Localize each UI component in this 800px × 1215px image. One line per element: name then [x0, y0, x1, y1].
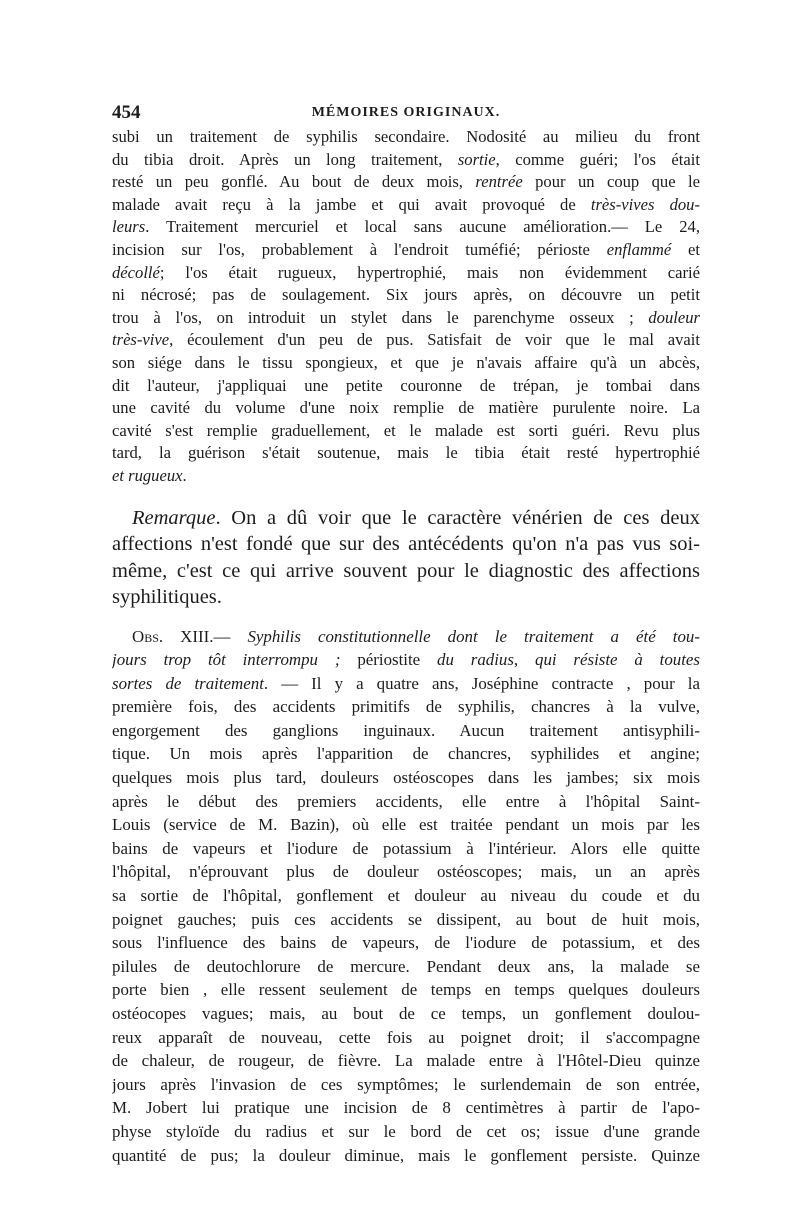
- text-line: incision sur l'os, probablement à l'endroit tuméfié; périoste enflammé et: [112, 239, 700, 259]
- italic-run: jours trop tôt interrompu ;: [112, 650, 358, 670]
- text-line: Louis (service de M. Bazin), où elle est traitée pendant un mois par les: [112, 815, 700, 835]
- text-line: tique. Un mois après l'apparition de chancres, syphilides et angine;: [112, 744, 700, 764]
- italic-run: douleur: [648, 307, 700, 327]
- observation-xiii-paragraph: [112, 625, 700, 1168]
- text-line: porte bien , elle ressent seulement de temps en temps quelques douleurs: [112, 980, 700, 1000]
- text-line: son siége dans le tissu spongieux, et que je n'avais affaire qu'à un abcès,: [112, 352, 700, 372]
- text-line: trou à l'os, on introduit un stylet dans le parenchyme osseux ; douleur: [112, 307, 700, 327]
- observation-label: Obs. XIII.: [132, 626, 214, 646]
- text-line: sa sortie de l'hôpital, gonflement et douleur au niveau du coude et du: [112, 886, 700, 906]
- running-head: [112, 100, 700, 126]
- text-line: quelques mois plus tard, douleurs ostéoscopes dans les jambes; six mois: [112, 768, 700, 788]
- text-line: reux apparaît de nouveau, cette fois au poignet droit; il s'accompagne: [112, 1027, 700, 1047]
- italic-run: et rugueux: [112, 465, 183, 485]
- text-line: Obs. XIII.— Syphilis constitutionnelle dont le traitement a été tou-: [132, 626, 700, 646]
- text-line: dit l'auteur, j'appliquai une petite couronne de trépan, je tombai dans: [112, 375, 700, 395]
- italic-run: du radius: [437, 650, 514, 670]
- text-line: de chaleur, de rougeur, de fièvre. La malade entre à l'Hôtel-Dieu quinze: [112, 1051, 700, 1071]
- text-line: du tibia droit. Après un long traitement, sortie, comme guéri; l'os était: [112, 149, 700, 169]
- text-line: ostéocopes vagues; mais, au bout de ce temps, un gonflement doulou-: [112, 1004, 700, 1023]
- text-line: très-vive, écoulement d'un peu de pus. Satisfait de voir que le mal avait: [112, 330, 700, 350]
- case-continuation-paragraph: [112, 126, 700, 488]
- italic-run: qui résiste à toutes: [535, 650, 700, 670]
- italic-run: très-vive: [112, 330, 170, 350]
- text-line: l'hôpital, n'éprouvant plus de douleur ostéoscopes; mais, un an après: [112, 862, 700, 882]
- text-line: pilules de deutochlorure de mercure. Pendant deux ans, la malade se: [112, 956, 700, 976]
- italic-run: sortes de traitement: [112, 673, 264, 693]
- text-line: syphilitiques.: [112, 586, 222, 608]
- remark-paragraph: [112, 505, 700, 611]
- text-line: une cavité du volume d'une noix remplie de matière purulente noire. La: [112, 398, 700, 418]
- text-line: jours après l'invasion de ces symptômes; le surlendemain de son entrée,: [112, 1074, 700, 1094]
- italic-run: sortie: [457, 149, 496, 169]
- text-line: engorgement des ganglions inguinaux. Aucun traitement antisyphili-: [112, 720, 700, 740]
- text-line: poignet gauches; puis ces accidents se dissipent, au bout de huit mois,: [112, 909, 700, 929]
- italic-run: enflammé: [606, 239, 672, 259]
- text-line: subi un traitement de syphilis secondaire. Nodosité au milieu du front: [112, 127, 700, 146]
- text-line: resté un peu gonflé. Au bout de deux mois, rentrée pour un coup que le: [112, 172, 700, 192]
- text-line: cavité s'est remplie graduellement, et le malade est sorti guéri. Revu plus: [112, 420, 700, 440]
- text-line: tard, la guérison s'était soutenue, mais le tibia était resté hypertrophié: [112, 443, 700, 463]
- italic-run: Remarque: [132, 506, 216, 529]
- text-line: physe styloïde du radius et sur le bord de cet os; issue d'une grande: [112, 1121, 700, 1141]
- running-title: MÉMOIRES ORIGINAUX.: [311, 105, 501, 120]
- text-line: décollé; l'os était rugueux, hypertrophié, mais non évidemment carié: [112, 262, 700, 282]
- italic-run: rentrée: [475, 172, 523, 192]
- page-number: 454: [112, 102, 141, 123]
- text-line: après le début des premiers accidents, elle entre à l'hôpital Saint-: [112, 791, 700, 811]
- text-line: même, c'est ce qui arrive souvent pour le diagnostic des affections: [112, 559, 700, 582]
- text-line: M. Jobert lui pratique une incision de 8 centimètres à partir de l'apo-: [112, 1098, 700, 1118]
- text-line: ni nécrosé; pas de soulagement. Six jours après, on découvre un petit: [112, 285, 700, 305]
- italic-run: Syphilis constitutionnelle dont le traitement a été tou-: [247, 626, 700, 646]
- text-line: Remarque. On a dû voir que le caractère vénérien de ces deux: [132, 506, 700, 529]
- italic-run: leurs: [112, 217, 146, 237]
- text-line: première fois, des accidents primitifs de syphilis, chancres à la vulve,: [112, 697, 700, 717]
- text-line: quantité de pus; la douleur diminue, mais le gonflement persiste. Quinze: [112, 1145, 700, 1165]
- text-line: malade avait reçu à la jambe et qui avait provoqué de très-vives dou-: [112, 194, 700, 214]
- text-line: jours trop tôt interrompu ; périostite du radius, qui résiste à toutes: [112, 650, 700, 670]
- text-line: leurs. Traitement mercuriel et local sans aucune amélioration.— Le 24,: [112, 217, 700, 237]
- italic-run: décollé: [112, 262, 160, 282]
- italic-run: très-vives dou-: [590, 194, 700, 214]
- text-line: affections n'est fondé que sur des antécédents qu'on n'a pas vus soi-: [112, 533, 700, 555]
- book-page: [112, 100, 700, 1167]
- text-line: bains de vapeurs et l'iodure de potassium à l'intérieur. Alors elle quitte: [112, 838, 700, 858]
- text-line: et rugueux.: [112, 465, 187, 485]
- text-line: sous l'influence des bains de vapeurs, de l'iodure de potassium, et des: [112, 933, 700, 953]
- text-line: sortes de traitement. — Il y a quatre ans, Joséphine contracte , pour la: [112, 673, 700, 693]
